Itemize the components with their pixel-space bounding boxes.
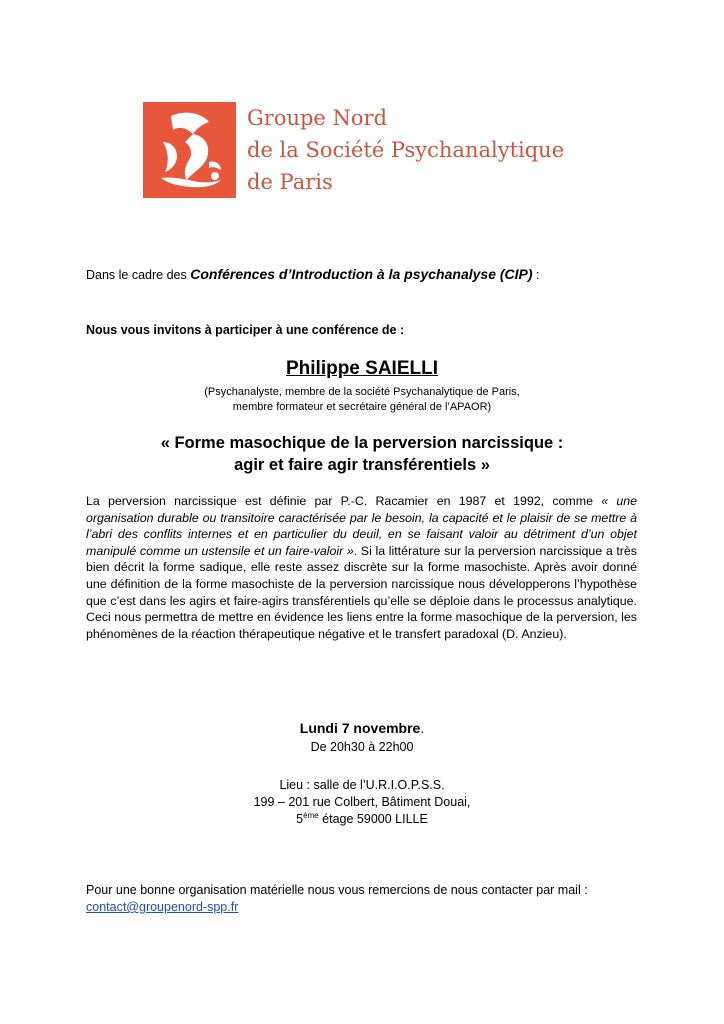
abstract-quote: « une organisation durable ou transitoire caractérisée par le besoin, la capacité et le plaisir de se mettre à l’abri des conflits internes et en particulier du deuil, en se faisant valoir au détriment d’un objet manipulé comme un ustensile et un faire-valoir » xyxy=(86,494,637,558)
talk-title-line: « Forme masochique de la perversion narcissique : xyxy=(160,434,564,452)
contact-text: Pour une bonne organisation matérielle nous vous remercions de nous contacter par mail : xyxy=(86,883,588,897)
logo-text xyxy=(247,102,564,198)
venue-line: 199 – 201 rue Colbert, Bâtiment Douai, xyxy=(253,795,471,809)
sphinx-icon xyxy=(143,102,236,198)
venue-line xyxy=(0,811,724,828)
contact-section xyxy=(86,882,637,916)
event-date-text: Lundi 7 novembre xyxy=(299,720,421,736)
floor-number: 5 xyxy=(296,812,304,826)
speaker-affiliation xyxy=(0,385,724,415)
speaker-name: Philippe SAIELLI xyxy=(285,358,438,379)
abstract-text: La perversion narcissique est définie par P.-C. Racamier en 1987 et 1992, comme xyxy=(86,494,602,508)
talk-title xyxy=(0,432,724,476)
intro-prefix: Dans le cadre des xyxy=(86,268,191,282)
logo-line: de Paris xyxy=(247,170,333,194)
talk-title-line: agir et faire agir transférentiels » xyxy=(234,456,490,474)
intro-suffix: : xyxy=(532,268,540,282)
invitation-text: Nous vous invitons à participer à une conférence de : xyxy=(86,323,405,337)
event-time: De 20h30 à 22h00 xyxy=(310,740,414,754)
logo xyxy=(143,102,573,198)
event-venue xyxy=(0,777,724,828)
logo-line: Groupe Nord xyxy=(247,106,388,130)
abstract-text: . Si la littérature sur la perversion narcissique a très bien décrit la forme sadique, elle reste assez discrète sur la forme masochiste. Après avoir donné une définition de la forme masochiste de la perversion narcissique nous développerons l’hypothèse que c’est dans les agirs et faire-agirs transférentiels qu’elle se déploie dans le processus analytique. Ceci nous permettra de mettre en évidence les liens entre la forme masochique de la perversion, les phénomènes de la réaction thérapeutique négative et le transfert paradoxal (D. Anzieu). xyxy=(86,543,637,641)
venue-line: Lieu : salle de l’U.R.I.O.P.S.S. xyxy=(279,778,445,792)
intro-line xyxy=(86,266,540,282)
affiliation-line: membre formateur et secrétaire général de l’APAOR) xyxy=(232,401,492,413)
floor-rest: étage 59000 LILLE xyxy=(318,812,428,826)
logo-line: de la Société Psychanalytique xyxy=(247,138,565,162)
floor-suffix: ème xyxy=(303,811,319,820)
event-date xyxy=(0,720,724,736)
contact-email-link[interactable]: contact@groupenord-spp.fr xyxy=(86,900,239,914)
affiliation-line: (Psychanalyste, membre de la société Psychanalytique de Paris, xyxy=(204,386,520,398)
event-date-end: . xyxy=(420,720,425,736)
cip-title: Conférences d’Introduction à la psychanalyse (CIP) xyxy=(190,266,533,282)
abstract xyxy=(86,493,637,642)
